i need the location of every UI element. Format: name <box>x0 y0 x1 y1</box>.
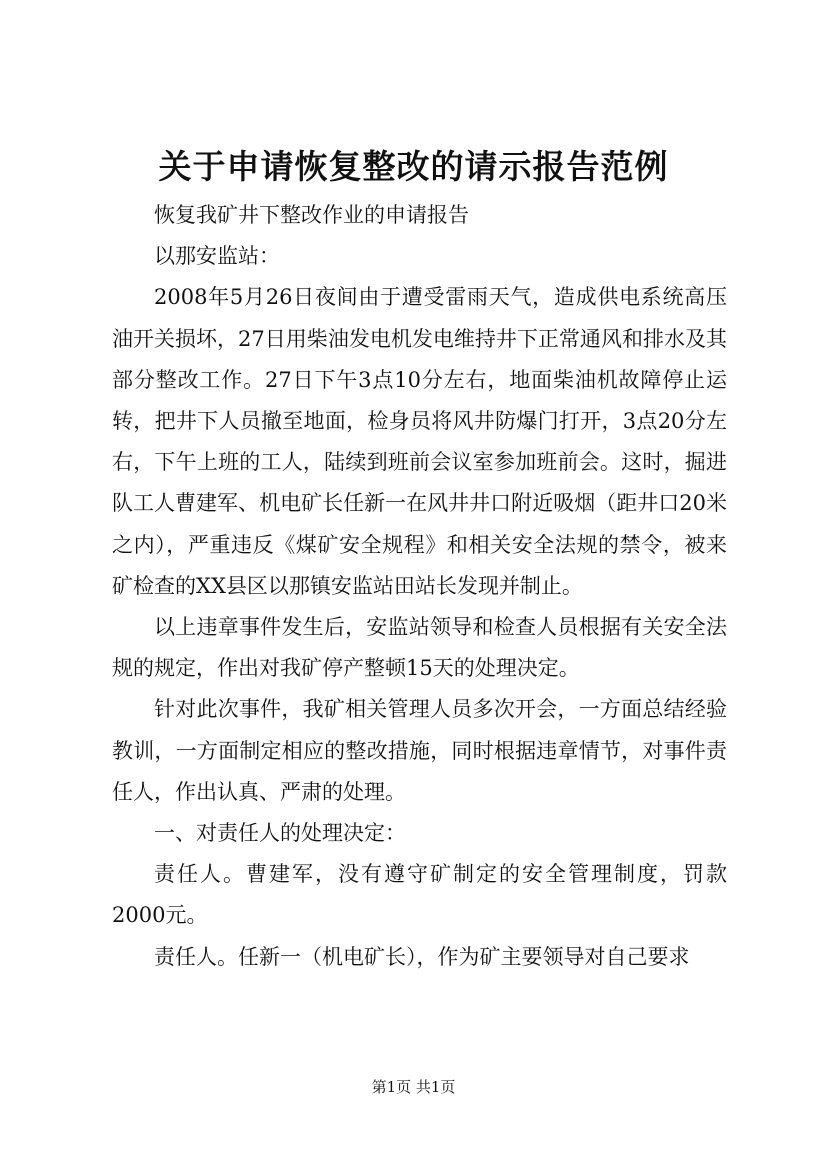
document-title: 关于申请恢复整改的请示报告范例 <box>158 147 669 186</box>
addressee-paragraph: 以那安监站： <box>154 244 280 269</box>
page-number-footer: 第1页 共1页 <box>371 1078 456 1096</box>
body-paragraph: 以上违章事件发生后，安监站领导和检查人员根据有关安全法规的规定，作出对我矿停产整顿15天的处理决定。 <box>112 615 727 681</box>
body-paragraph: 针对此次事件，我矿相关管理人员多次开会，一方面总结经验教训，一方面制定相应的整改措施，同时根据违章情节，对事件责任人，作出认真、严肃的处理。 <box>112 697 727 804</box>
section-heading: 一、对责任人的处理决定： <box>154 821 406 846</box>
subtitle-paragraph: 恢复我矿井下整改作业的申请报告 <box>154 203 469 227</box>
body-paragraph: 责任人。任新一（机电矿长），作为矿主要领导对自己要求 <box>154 944 690 969</box>
body-paragraph: 责任人。曹建军，没有遵守矿制定的安全管理制度，罚款2000元。 <box>112 862 727 928</box>
body-paragraph: 2008年5月26日夜间由于遭受雷雨天气，造成供电系统高压油开关损坏，27日用柴油发电机发电维持井下正常通风和排水及其部分整改工作。27日下午3点10分左右，地面柴油机故障停止运转，把井下人员撤至地面，检身员将风井防爆门打开，3点20分左右，下午上班的工人，陆续到班前会议室参加班前会。这时，掘进队工人曹建军、机电矿长任新一在风井井口附近吸烟（距井口20米之内），严重违反《煤矿安全规程》和相关安全法规的禁令，被来矿检查的XX县区以那镇安监站田站长发现并制止。 <box>112 285 727 598</box>
document-body <box>112 195 727 978</box>
